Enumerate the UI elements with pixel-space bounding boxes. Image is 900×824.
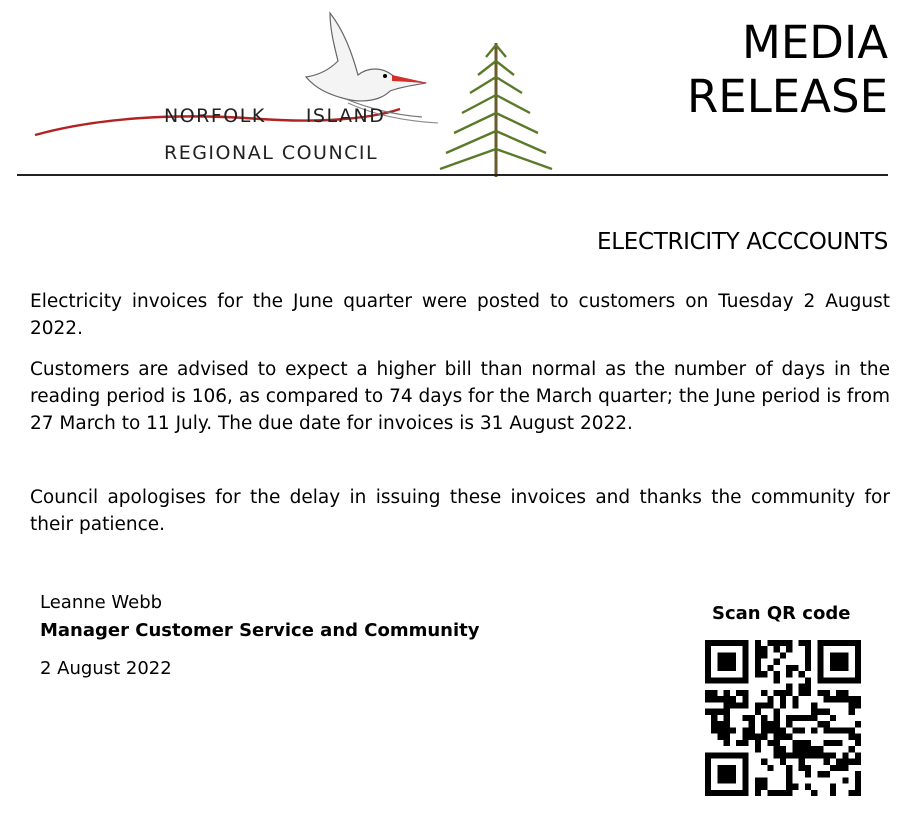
logo-text-line1: NORFOLK ISLAND (164, 105, 386, 127)
document-heading: ELECTRICITY ACCCOUNTS (596, 229, 888, 255)
body-paragraph: Customers are advised to expect a higher bill than normal as the number of days in the reading period is 106, as compared to 74 days for the March quarter; the June period is from 27 March to 11 July. The due date for invoices is 31 August 2022. (30, 359, 890, 434)
media-release-title (687, 16, 888, 124)
logo-text-line2: REGIONAL COUNCIL (164, 142, 379, 164)
body-paragraph: Council apologises for the delay in issuing these invoices and thanks the community for their patience. (30, 487, 890, 535)
qr-label: Scan QR code (712, 603, 851, 624)
release-title-line2: RELEASE (687, 70, 888, 123)
signatory-title: Manager Customer Service and Community (40, 620, 480, 641)
header-divider (17, 174, 888, 176)
council-logo (30, 5, 590, 177)
signatory-name: Leanne Webb (40, 592, 163, 613)
release-title-line1: MEDIA (742, 16, 888, 69)
release-date: 2 August 2022 (40, 658, 172, 679)
norfolk-pine-icon (440, 43, 552, 177)
qr-code-icon[interactable] (705, 640, 861, 796)
body-paragraph: Electricity invoices for the June quarter were posted to customers on Tuesday 2 August 2022. (30, 291, 890, 339)
